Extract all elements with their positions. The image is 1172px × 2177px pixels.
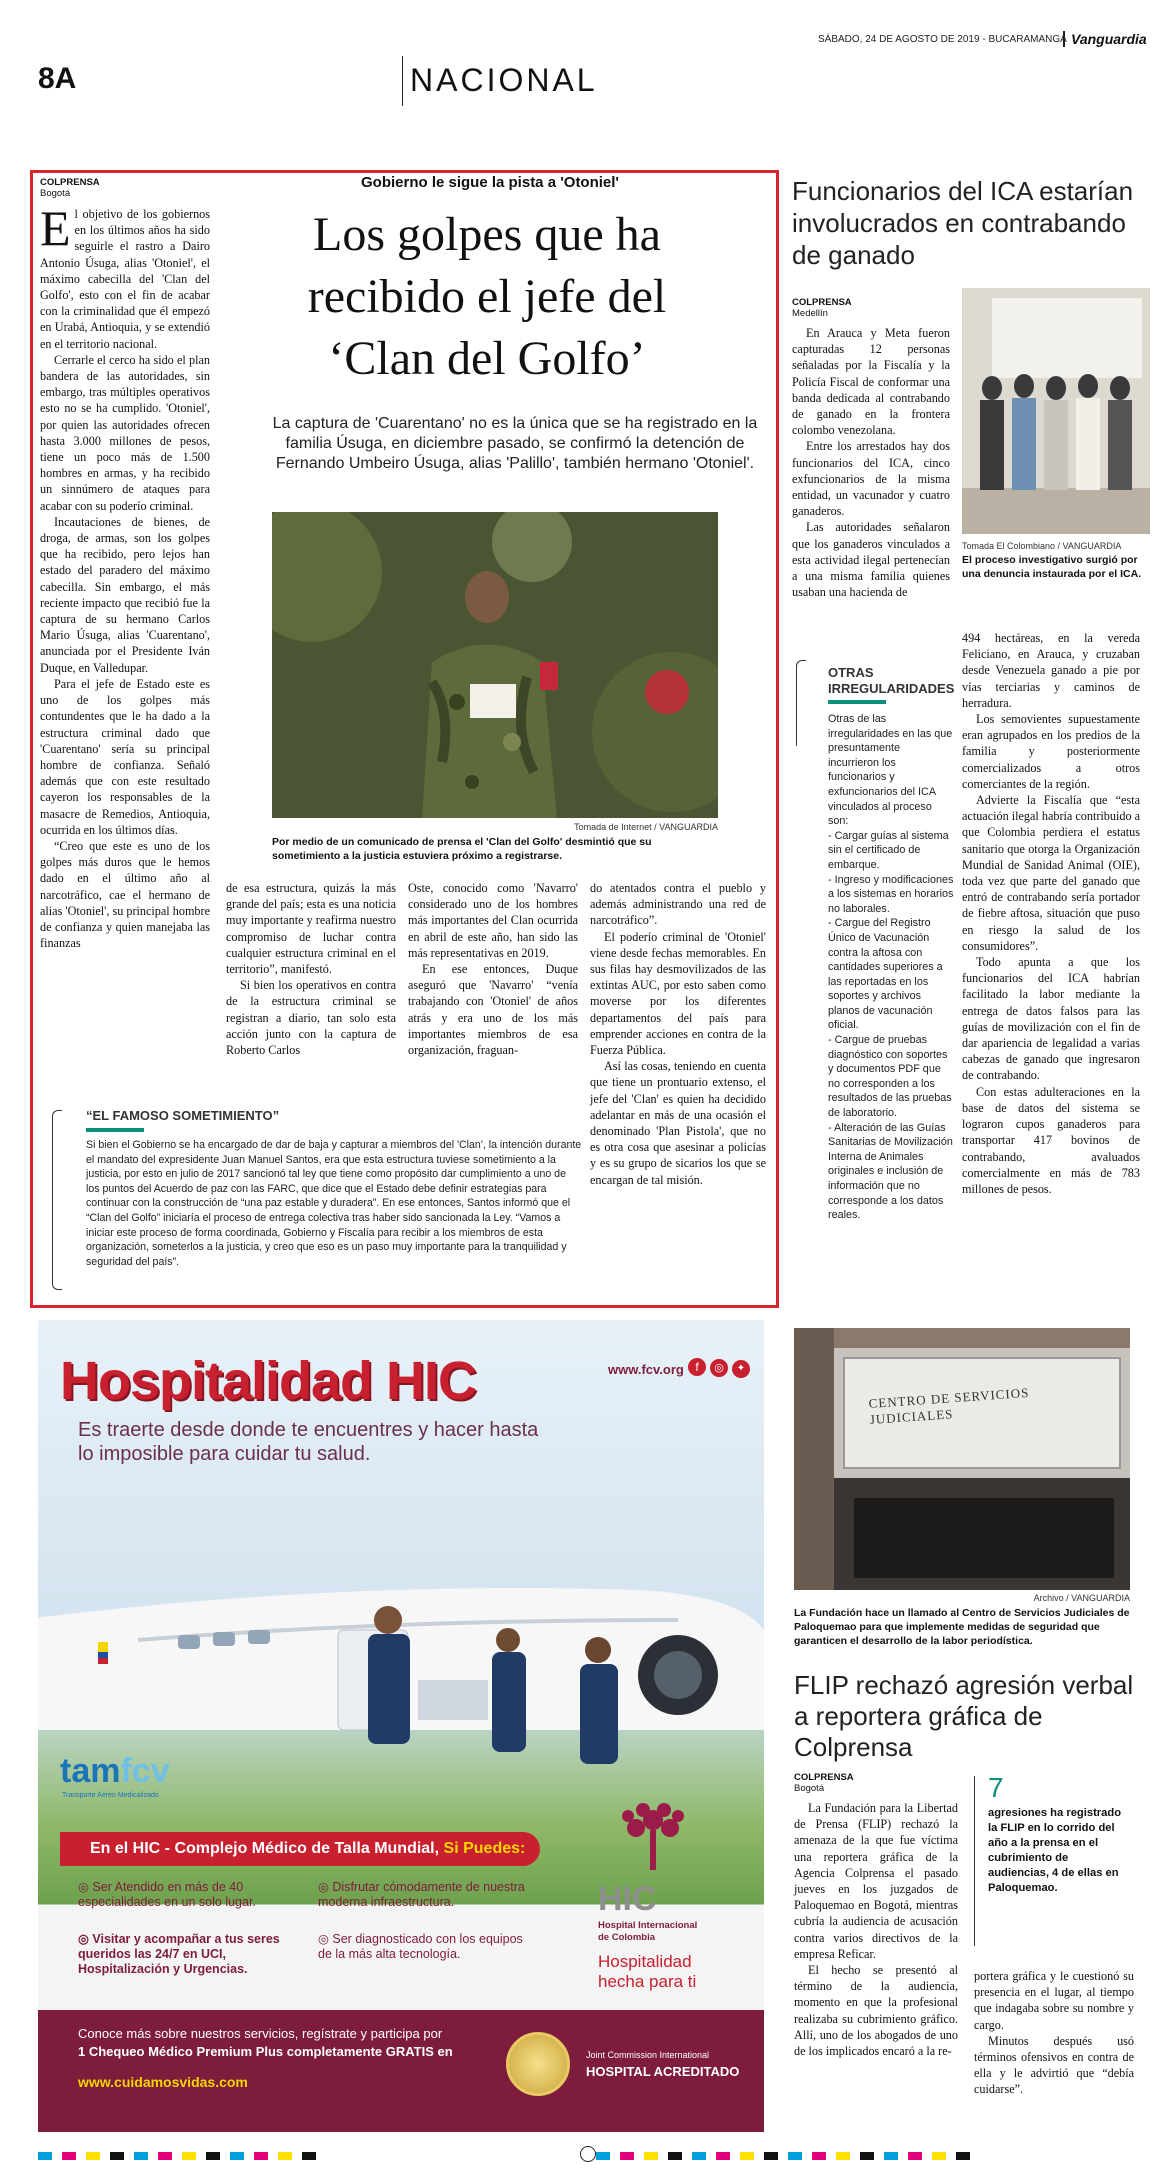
hic-advertisement[interactable] [38, 1320, 764, 2132]
sometimiento-title-bar [86, 1128, 144, 1132]
main-col-4: do atentados contra el pueblo y además administrando una red de narcotráfico”. El poderío criminal de 'Otoniel' viene desde fechas memorables. En sus filas hay desmovilizados de las extintas AUC, por esto saben como moverse por los diferentes departamentos del país para emprender acciones en contra de la Fuerza Pública. Así las cosas, teniendo en cuenta que tiene un prontuario extenso, el jefe del 'Clan' es quien ha decidido adelantar en más de una ocasión el denominado 'Plan Pistola', que no es otra cosa que asesinar a policías y es su grupo de sicarios los que se encargan de tal misión. [590, 881, 766, 1187]
flip-headline: FLIP rechazó agresión verbal a reportera gráfica de Colprensa [794, 1670, 1134, 1762]
ad-subtitle: Es traerte desde donde te encuentres y hacer hasta lo imposible para cuidar tu salud. [78, 1419, 539, 1465]
main-headline: Los golpes que ha recibido el jefe del ‘Clan del Golfo’ [307, 208, 667, 385]
sometimiento-bracket [52, 1110, 62, 1290]
ica-photo-caption: El proceso investigativo surgió por una denuncia instaurada por el ICA. [962, 554, 1142, 580]
main-col-3: Oste, conocido como 'Navarro' considerado uno de los hombres más importantes del Clan ocurrida en abril de este año, han sido las más representativas en 2019. En ese entonces, Duque aseguró que 'Navarro' “venía trabajando con 'Otoniel' de años atrás y era uno de los más importantes miembros de esa organización, fraguan- [408, 881, 578, 1058]
ad-url[interactable]: www.fcv.org [608, 1362, 684, 1377]
courthouse-photo-icon [794, 1328, 1130, 1590]
date-line: SÁBADO, 24 DE AGOSTO DE 2019 - BUCARAMANGA [818, 34, 1067, 45]
ica-col-2: 494 hectáreas, en la vereda Feliciano, en Arauca, y cruzaban desde Venezuela ganado a pie por vías terciarias y caminos de herradura. Los semovientes supuestamente eran agrupados en los predios de la familia y posteriormente comercializados a otros comerciantes de la región. Advierte la Fiscalía que “esta actuación ilegal habría contribuido a que Colombia perdiera el estatus sanitario que otorga la Organización Mundial de Sanidad Animal (OIE), toda vez que parte del ganado que entró de contrabando sería portador de fiebre aftosa, situación que puso en riesgo la salud de los consumidores”. Todo apunta a que los funcionarios del ICA habrían facilitado la labor mediante la entrega de datos falsos para las guías de movilización con el fin de dar apariencia de legalidad a varias cabezas de ganado que ingresaron de contrabando. Con estas adulteraciones en la base de datos del sistema se lograron cupos ganaderos para transportar 417 bovinos de contrabando, avaluados comercialmente en más de 783 millones de pesos. [962, 631, 1140, 1196]
hic-tree-logo-icon [598, 1790, 708, 1890]
facebook-icon[interactable]: f [688, 1358, 706, 1376]
ica-photo-credit: Tomada El Colombiano / VANGUARDIA [962, 541, 1122, 551]
hic-name-2: de Colombia [598, 1932, 656, 1943]
sometimiento-title: “EL FAMOSO SOMETIMIENTO” [86, 1108, 280, 1123]
flip-photo [794, 1328, 1130, 1590]
flip-col-1: La Fundación para la Libertad de Prensa (FLIP) rechazó la amenaza de la que fue víctima una reportera gráfica de la Agencia Colprensa el pasado jueves en los juzgados de Paloquemao en Bogotá, mientras cubría la audiencia de acusación contra varios directivos de la empresa Reficar. El hecho se presentó al término de la audiencia, momento en que la profesional realizaba su cubrimiento gráfico. Allí, uno de los abogados de uno de los implicados encaró a la re- [794, 1801, 958, 2059]
drop-cap: E [40, 200, 71, 256]
ad-bullet-4: ◎ Ser diagnosticado con los equipos de la más alta tecnología. [318, 1932, 523, 1961]
ad-footer-line-2: 1 Chequeo Médico Premium Plus completamente GRATIS en [78, 2044, 453, 2059]
main-byline: COLPRENSA Bogotá [40, 177, 100, 199]
social-icons [688, 1358, 750, 1378]
jci-line-2: HOSPITAL ACREDITADO [586, 2064, 740, 2079]
building-sign: CENTRO DE SERVICIOS JUDICIALES [868, 1384, 1030, 1427]
tamfcv-logo: tamfcv [60, 1752, 170, 1790]
ica-col-1: En Arauca y Meta fueron capturadas 12 personas señaladas por la Fiscalía y la Policía Fiscal de conformar una banda dedicada al contrabando de ganado en la frontera colombo venezolana. Entre los arrestados hay dos funcionarios del ICA, cinco exfuncionarios de la misma entidad, un vacunador y cuatro ganaderos. Las autoridades señalaron que los ganaderos vinculados a esta actividad ilegal pertenecían a una misma familia quienes usaban una hacienda de [792, 326, 950, 600]
ad-banner: En el HIC - Complejo Médico de Talla Mundial, Si Puedes: [60, 1832, 540, 1866]
detainees-photo-icon [962, 288, 1150, 534]
fact-bracket [974, 1776, 982, 1946]
irregularidades-title-1: OTRAS [828, 665, 874, 680]
flip-photo-caption: La Fundación hace un llamado al Centro de Servicios Judiciales de Paloquemao para que implemente medidas de seguridad que garanticen el desarrollo de la labor periodística. [794, 1607, 1130, 1647]
ica-photo [962, 288, 1150, 534]
main-col-2: de esa estructura, quizás la más grande del país; esta es una noticia muy importante y reafirma nuestro compromiso de luchar contra cualquier estructura criminal en el territorio”, manifestó. Si bien los operativos en contra de la estructura criminal se registran a diario, tan solo esta acción junto con la captura de Roberto Carlos [226, 881, 396, 1058]
tamfcv-tagline: Transporte Aéreo Medicalizado [62, 1792, 159, 1799]
ad-title: Hospitalidad HIC [60, 1351, 477, 1411]
fact-number: 7 [988, 1772, 1004, 1803]
main-kicker: Gobierno le sigue la pista a 'Otoniel' [360, 174, 620, 191]
section-title: NACIONAL [410, 62, 598, 98]
ad-bullet-2: ◎ Disfrutar cómodamente de nuestra moderna infraestructura. [318, 1880, 525, 1909]
irregularidades-title-2: IRREGULARIDADES [828, 681, 955, 696]
brand-logo: Vanguardia [1063, 31, 1147, 47]
irregularidades-title-bar [828, 700, 886, 704]
fact-text: agresiones ha registrado la FLIP en lo corrido del año a la prensa en el cubrimiento de audiencias, 4 de ellas en Paloquemao. [988, 1807, 1122, 1894]
registration-mark-icon [580, 2146, 596, 2162]
soldier-photo-icon [272, 512, 718, 818]
ica-byline: COLPRENSA Medellín [792, 297, 852, 319]
main-lead: La captura de 'Cuarentano' no es la única que se ha registrado en la familia Úsuga, en diciembre pasado, se confirmó la detención de Fernando Umbeiro Úsuga, alias 'Palillo', también hermano 'Otoniel'. [272, 415, 758, 472]
ad-footer [38, 2010, 764, 2132]
page-number: 8A [38, 62, 77, 95]
jci-seal-icon [506, 2032, 570, 2096]
main-photo [272, 512, 718, 818]
jci-line-1: Joint Commission International [586, 2050, 710, 2060]
instagram-icon[interactable]: ◎ [710, 1359, 728, 1377]
ad-footer-url[interactable]: www.cuidamosvidas.com [78, 2074, 248, 2090]
main-col-1: E l objetivo de los gobiernos en los últimos años ha sido seguirle el rastro a Dairo Antonio Úsuga, alias 'Otoniel', el máximo cabecilla del 'Clan del Golfo', esto con el fin de acabar con la criminalidad que él empezó en Urabá, Antioquia, y se extendió en el territorio nacional. Cerrarle el cerco ha sido el plan bandera de las autoridades, sin embargo, tras múltiples operativos esto no se ha cumplido. 'Otoniel', por quien las autoridades ofrecen hasta 3.000 millones de pesos, tiene un poco más de 1.500 hombres en armas, y ha recibido un sinnúmero de ataques para acabar con su poderío criminal. Incautaciones de bienes, de droga, de armas, son los golpes que ha recibido, pero lejos han estado del paradero del máximo cabecilla. Sin embargo, el más reciente impacto que recibió fue la captura de su hermano Carlos Mario Úsuga, alias 'Cuarentano', anunciada por el Presidente Iván Duque, en Valledupar. Para el jefe de Estado este es uno de los golpes más contundentes que le ha dado a la estructura criminal dado que 'Cuarentano' sería su principal hombre de confianza. Señaló además que con este resultado cayeron los responsables de la masacre de Remedios, Antioquia, ocurrida en los últimos días. “Creo que este es uno de los golpes más duros que le hemos dado en el último año al narcotráfico, cae el hermano de alias 'Otoniel', su principal hombre de confianza y quien manejaba las finanzas [40, 200, 210, 951]
ad-bullet-3: ◎ Visitar y acompañar a tus seres queridos las 24/7 en UCI, Hospitalización y Urgencias. [78, 1932, 280, 1976]
hic-name-1: Hospital Internacional [598, 1920, 698, 1931]
ad-bullet-1: ◎ Ser Atendido en más de 40 especialidades en un solo lugar. [78, 1880, 256, 1909]
hic-logo-text: HIC [598, 1880, 657, 1918]
flip-col-2: portera gráfica y le cuestionó su presencia en el lugar, al tiempo que indagaba sobre su nombre y cargo. Minutos después usó términos ofensivos en contra de ella y le advirtió que “debía cuidarse”. [974, 1969, 1134, 2097]
sometimiento-text: Si bien el Gobierno se ha encargado de dar de baja y capturar a miembros del 'Clan', la intención durante el mandato del expresidente Juan Manuel Santos, era que esta estructura tuviese sometimiento a la justicia, por esto en julio de 2017 sancionó tal ley que tiene como propósito dar cumplimiento a uno de los puntos del Acuerdo de paz con las FARC, que dice que el Estado debe definir estrategias para continuar con la construcción de “una paz estable y duradera”. En ese entonces, Santos informó que el “Clan del Golfo” iniciaría el proceso de entrega colectiva tras haber sido sancionada la Ley. “Vamos a iniciar este proceso de forma coordinada, Gobierno y Fiscalía para recibir a los miembros de esta organización, someterlos a la justicia, y creo que eso es un paso muy importante para la tranquilidad y seguridad del país”. [86, 1139, 582, 1268]
main-photo-caption: Por medio de un comunicado de prensa el 'Clan del Golfo' desmintió que su sometimiento a la justicia estuviera próximo a registrarse. [272, 836, 652, 862]
twitter-icon[interactable]: ✦ [732, 1360, 750, 1378]
main-photo-credit: Tomada de Internet / VANGUARDIA [574, 822, 718, 832]
ica-headline: Funcionarios del ICA estarían involucrados en contrabando de ganado [792, 176, 1134, 270]
hic-tag-2: hecha para ti [598, 1972, 697, 1991]
hic-tag-1: Hospitalidad [598, 1952, 692, 1971]
ad-footer-line-1: Conoce más sobre nuestros servicios, regístrate y participa por [78, 2026, 443, 2041]
header-divider [402, 56, 403, 106]
irregularidades-bracket [796, 660, 806, 746]
flip-byline: COLPRENSA Bogotá [794, 1772, 854, 1794]
irregularidades-list: Otras de las irregularidades en las que presuntamente incurrieron los funcionarios y exfuncionarios del ICA vinculados al proceso son: - Cargar guías al sistema sin el certificado de embarque. - Ingreso y modificaciones a los sistemas en horarios no laborales. - Cargue del Registro Único de Vacunación contra la aftosa con cantidades superiores a las reportadas en los soportes y archivos planos de vacunación oficial. - Cargue de pruebas diagnóstico con soportes y documentos PDF que no corresponden a los resultados de las pruebas de laboratorio. - Alteración de las Guías Sanitarias de Movilización Interna de Animales originales e inclusión de información que no corresponde a los datos reales. [828, 713, 954, 1222]
flip-photo-credit: Archivo / VANGUARDIA [1033, 1593, 1130, 1603]
